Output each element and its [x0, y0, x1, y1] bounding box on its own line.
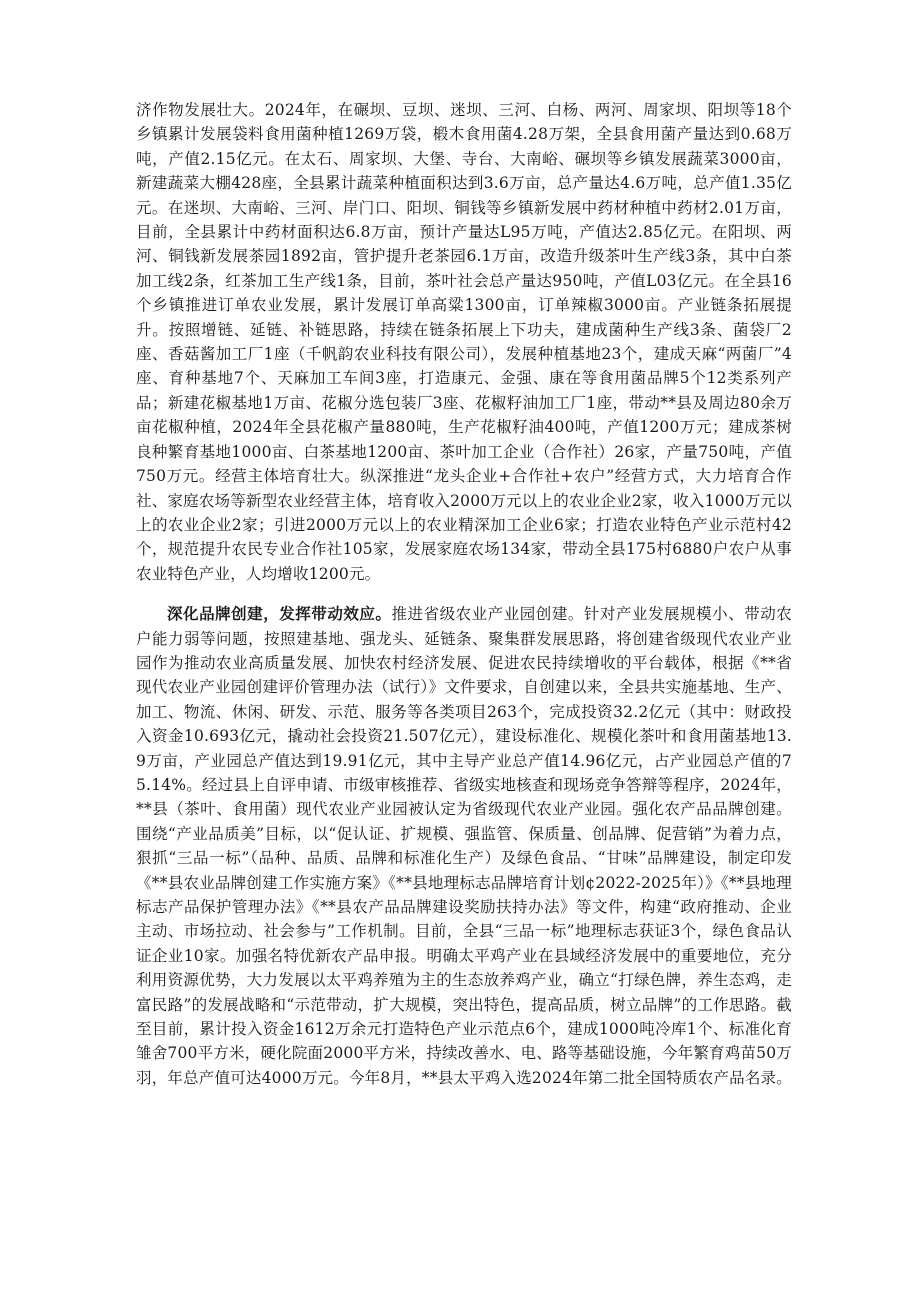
body-paragraph-1: 济作物发展壮大。2024年，在碾坝、豆坝、迷坝、三河、白杨、两河、周家坝、阳坝等18个乡镇累计发展袋料食用菌种植1269万袋，椴木食用菌4.28万架，全县食用菌产量达到0.68万吨，产值2.15亿元。在太石、周家坝、大堡、寺台、大南峪、碾坝等乡镇发展蔬菜3000亩，新建蔬菜大棚428座，全县累计蔬菜种植面积达到3.6万亩，总产量达4.6万吨，总产值1.35亿元。在迷坝、大南峪、三河、岸门口、阳坝、铜钱等乡镇新发展中药材种植中药材2.01万亩，目前，全县累计中药材面积达6.8万亩，预计产量达L95万吨，产值达2.85亿元。在阳坝、两河、铜钱新发展茶园1892亩，管护提升老茶园6.1万亩，改造升级茶叶生产线3条，其中白茶加工线2条，红茶加工生产线1条，目前，茶叶社会总产量达950吨，产值L03亿元。在全县16个乡镇推进订单农业发展，累计发展订单高粱1300亩，订单辣椒3000亩。产业链条拓展提升。按照增链、延链、补链思路，持续在链条拓展上下功夫，建成菌种生产线3条、菌袋厂2座、香菇酱加工厂1座（千帆韵农业科技有限公司），发展种植基地23个，建成天麻“两菌厂”4座、育种基地7个、天麻加工车间3座，打造康元、金强、康在等食用菌品牌5个12类系列产品；新建花椒基地1万亩、花椒分选包装厂3座、花椒籽油加工厂1座，带动**县及周边80余万亩花椒种植，2024年全县花椒产量880吨，生产花椒籽油400吨，产值1200万元；建成茶树良种繁育基地1000亩、白茶基地1200亩、茶叶加工企业（合作社）26家，产量750吨，产值750万元。经营主体培育壮大。纵深推进“龙头企业+合作社+农户”经营方式，大力培育合作社、家庭农场等新型农业经营主体，培育收入2000万元以上的农业企业2家，收入1000万元以上的农业企业2家；引进2000万元以上的农业精深加工企业6家；打造农业特色产业示范村42个，规范提升农民专业合作社105家，发展家庭农场134家，带动全县175村6880户农户从事农业特色产业，人均增收1200元。 — [136, 101, 792, 583]
section-body-text: 推进省级农业产业园创建。针对产业发展规模小、带动农户能力弱等问题，按照建基地、强龙头、延链条、聚集群发展思路，将创建省级现代农业产业园作为推动农业高质量发展、加快农村经济发展、促进农民持续增收的平台载体，根据《**省现代农业产业园创建评价管理办法（试行）》文件要求，自创建以来，全县共实施基地、生产、加工、物流、休闲、研发、示范、服务等各类项目263个，完成投资32.2亿元（其中：财政投入资金10.693亿元，撬动社会投资21.507亿元），建设标准化、规模化茶叶和食用菌基地13.9万亩，产业园总产值达到19.91亿元，其中主导产业总产值14.96亿元，占产业园总产值的75.14%。经过县上自评申请、市级审核推荐、省级实地核查和现场竞争答辩等程序，2024年，**县（茶叶、食用菌）现代农业产业园被认定为省级现代农业产业园。强化农产品品牌创建。围绕“产业品质美”目标，以“促认证、扩规模、强监管、保质量、创品牌、促营销”为着力点，狠抓“三品一标”（品种、品质、品牌和标准化生产）及绿色食品、“甘味”品牌建设，制定印发《**县农业品牌创建工作实施方案》《**县地理标志品牌培育计划¢2022-2025年）》《**县地理标志产品保护管理办法》《**县农产品品牌建设奖励扶持办法》等文件，构建“政府推动、企业主动、市场拉动、社会参与”工作机制。目前，全县“三品一标”地理标志获证3个，绿色食品认证企业10家。加强名特优新农产品申报。明确太平鸡产业在县域经济发展中的重要地位，充分利用资源优势，大力发展以太平鸡养殖为主的生态放养鸡产业，确立“打绿色牌，养生态鸡，走富民路”的发展战略和“示范带动，扩大规模，突出特色，提高品质，树立品牌”的工作思路。截至目前，累计投入资金1612万余元打造特色产业示范点6个，建成1000吨冷库1个、标准化育雏舍700平方米，硬化院面2000平方米，持续改善水、电、路等基础设施，今年繁育鸡苗50万羽，年总产值可达4000万元。今年8月，**县太平鸡入选2024年第二批全国特质农产品名录。 — [136, 605, 792, 1087]
document-page — [136, 98, 792, 1090]
body-paragraph-2 — [136, 602, 792, 1090]
section-lead-heading: 深化品牌创建，发挥带动效应。 — [167, 605, 392, 624]
